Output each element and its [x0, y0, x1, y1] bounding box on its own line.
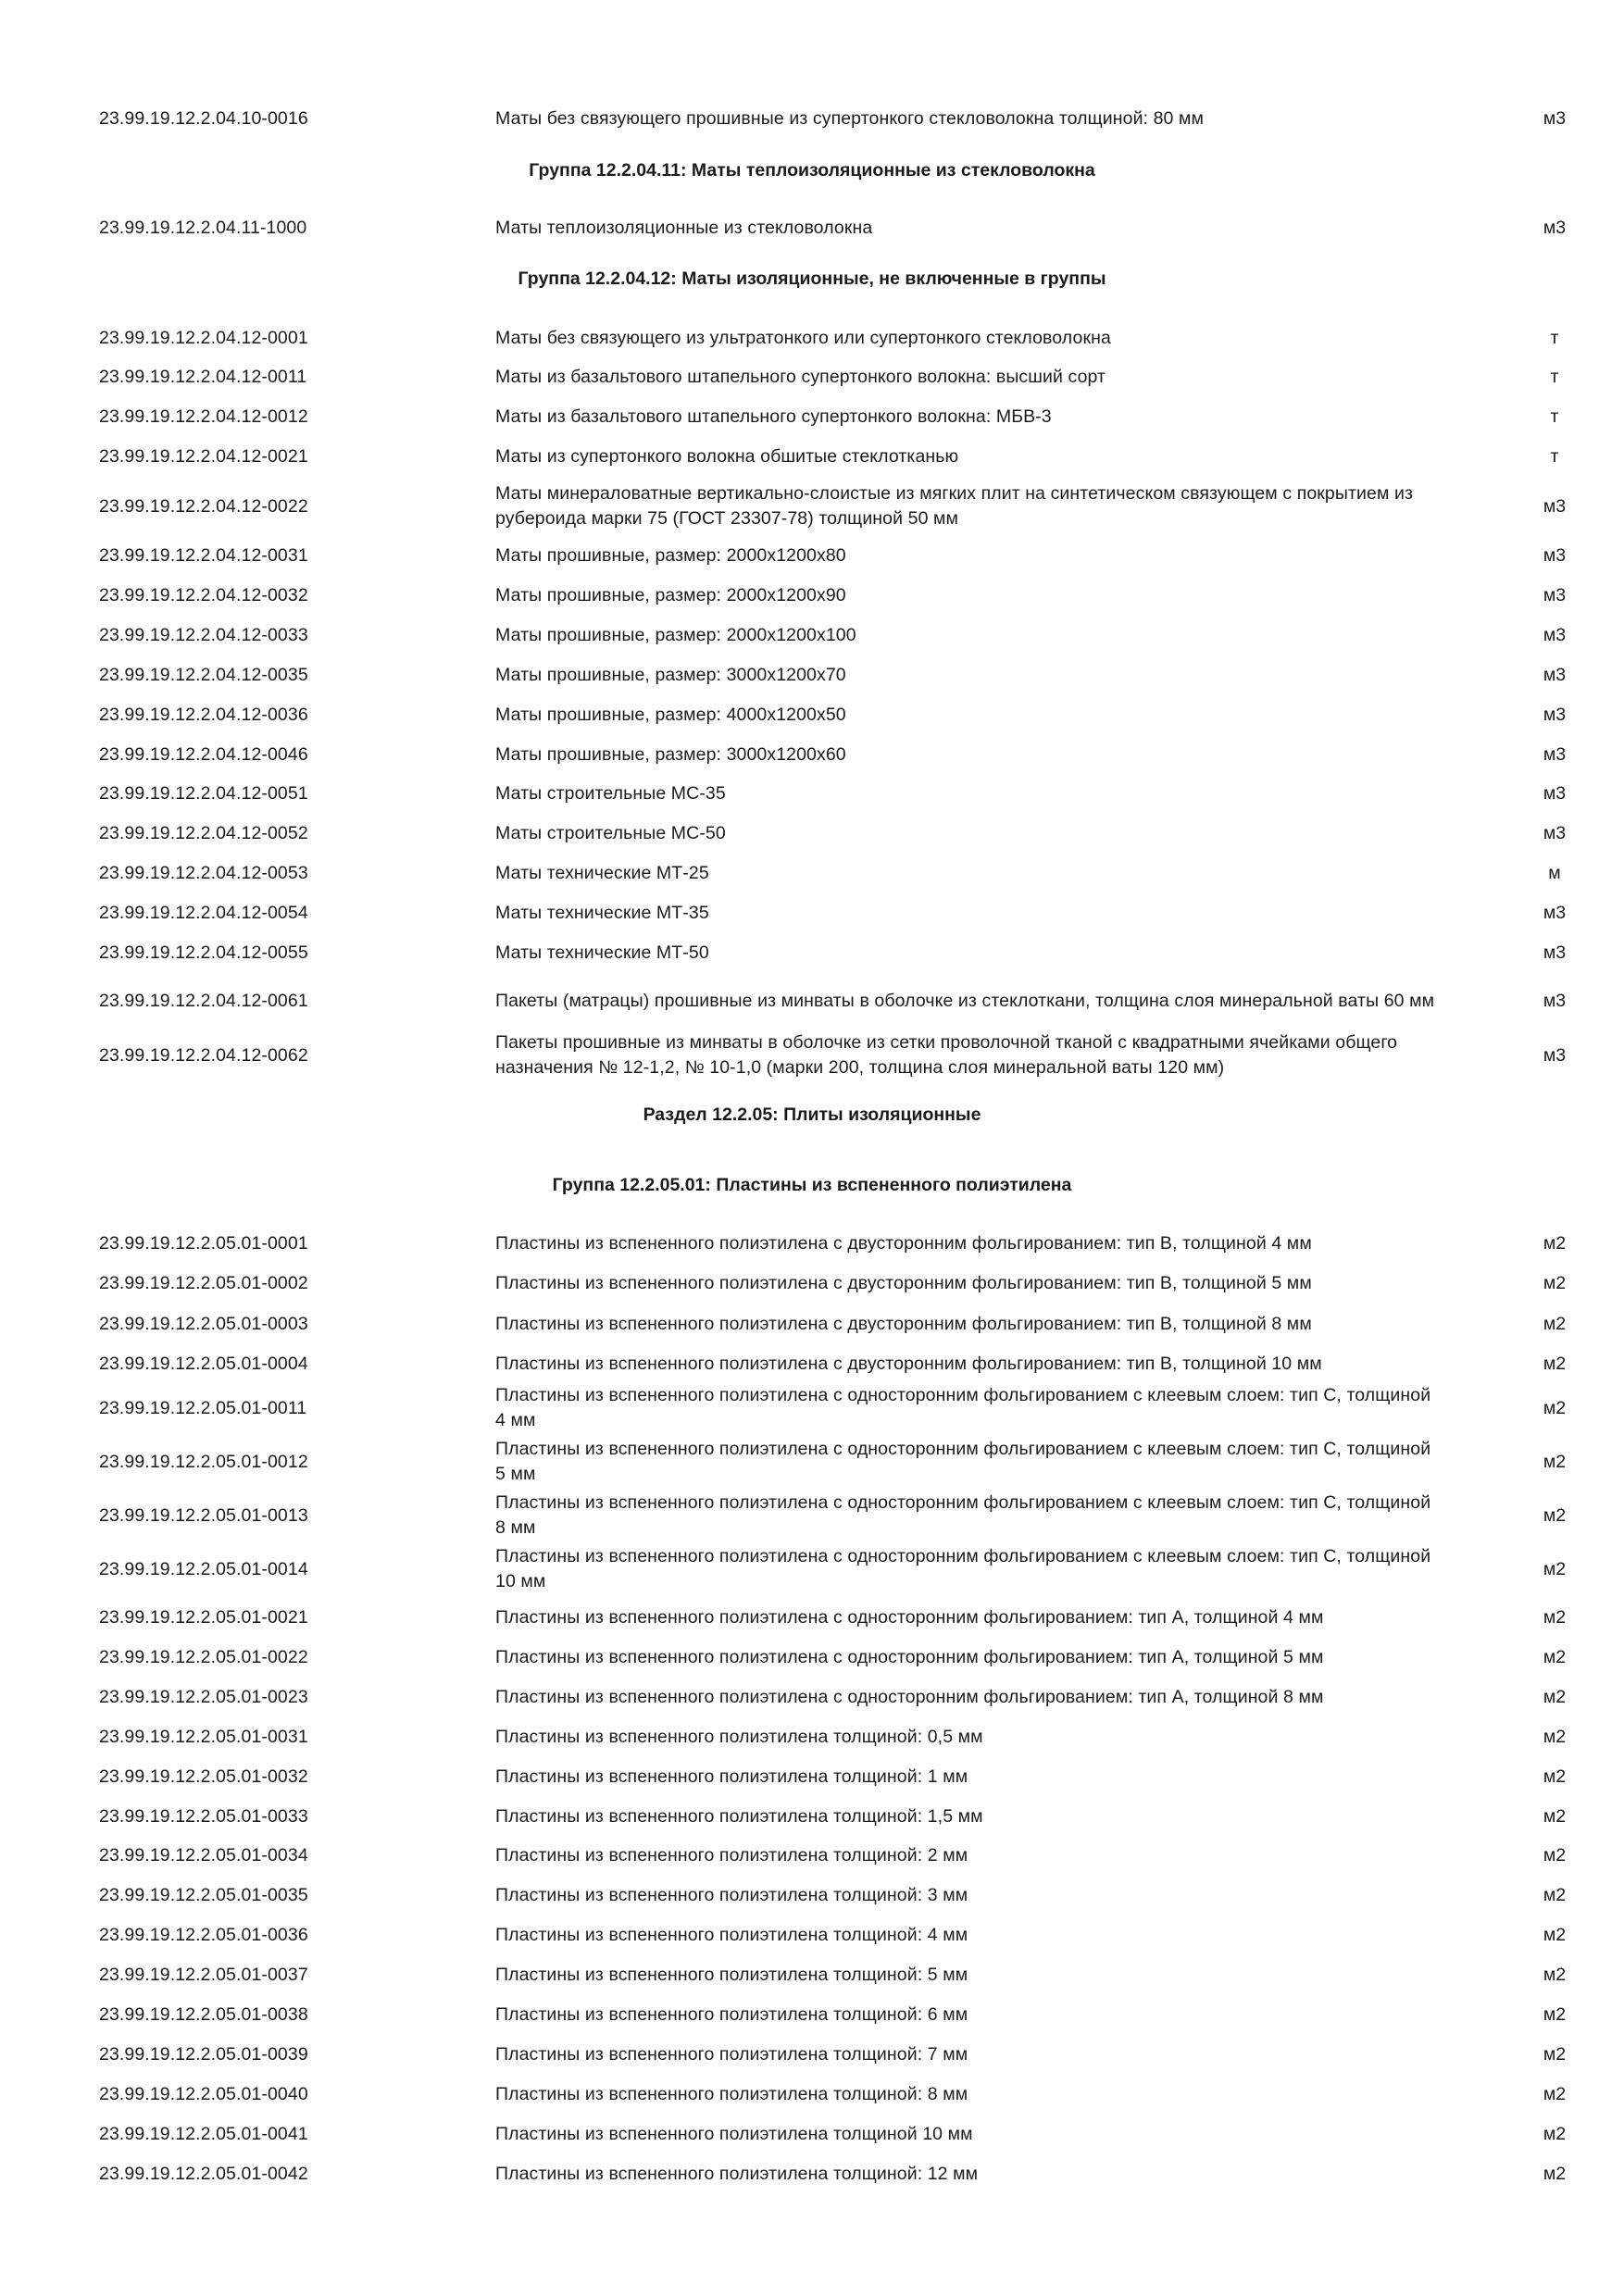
unit-of-measure: т: [1550, 445, 1559, 467]
resource-description: Маты из базальтового штапельного супертонкого волокна: МБВ-3: [495, 406, 1052, 427]
unit-of-measure: м2: [1543, 1232, 1567, 1254]
unit-of-measure: м2: [1543, 1805, 1567, 1827]
unit-of-measure: м3: [1543, 664, 1567, 685]
resource-description: Пластины из вспененного полиэтилена толщиной: 0,5 мм: [495, 1726, 983, 1747]
resource-code: 23.99.19.12.2.05.01-0040: [99, 2083, 308, 2104]
table-row: [0, 93, 1624, 144]
resource-description: Маты технические МТ-35: [495, 902, 709, 923]
unit-of-measure: м3: [1543, 217, 1567, 238]
resource-description: Маты прошивные, размер: 2000х1200х80: [495, 544, 846, 566]
unit-of-measure: м2: [1543, 1844, 1567, 1866]
resource-code: 23.99.19.12.2.04.12-0036: [99, 704, 308, 725]
resource-description: Маты прошивные, размер: 3000х1200х70: [495, 664, 846, 685]
table-row: [0, 202, 1624, 254]
unit-of-measure: м2: [1543, 1964, 1567, 1985]
resource-description: Пластины из вспененного полиэтилена толщиной: 12 мм: [495, 2163, 979, 2184]
unit-of-measure: м2: [1543, 1646, 1567, 1667]
resource-description: Маты прошивные, размер: 4000х1200х50: [495, 704, 846, 725]
resource-code: 23.99.19.12.2.04.12-0061: [99, 990, 308, 1011]
resource-description: Маты без связующего из ультратонкого или супертонкого стекловолокна: [495, 327, 1111, 348]
resource-code: 23.99.19.12.2.04.12-0022: [99, 495, 308, 517]
unit-of-measure: м2: [1543, 2003, 1567, 2025]
resource-code: 23.99.19.12.2.04.12-0033: [99, 624, 308, 645]
resource-description: Маты прошивные, размер: 2000х1200х90: [495, 584, 846, 605]
section-heading-text: Группа 12.2.04.12: Маты изоляционные, не включенные в группы: [518, 268, 1106, 289]
unit-of-measure: м2: [1543, 2043, 1567, 2065]
resource-description: Пластины из вспененного полиэтилена толщиной: 3 мм: [495, 1884, 968, 1905]
resource-description: Пластины из вспененного полиэтилена толщиной: 4 мм: [495, 1924, 968, 1945]
resource-code: 23.99.19.12.2.05.01-0041: [99, 2123, 308, 2144]
resource-code: 23.99.19.12.2.05.01-0011: [99, 1397, 307, 1418]
resource-code: 23.99.19.12.2.05.01-0033: [99, 1805, 308, 1827]
table-row: [0, 1382, 1624, 1434]
resource-code: 23.99.19.12.2.05.01-0036: [99, 1924, 308, 1945]
resource-code: 23.99.19.12.2.04.12-0012: [99, 406, 308, 427]
table-row: [0, 480, 1624, 532]
unit-of-measure: м3: [1543, 544, 1567, 566]
resource-description: Пластины из вспененного полиэтилена с односторонним фольгированием с клеевым слоем: тип С, толщиной 10 мм: [495, 1546, 1431, 1591]
table-row: [0, 1490, 1624, 1541]
resource-code: 23.99.19.12.2.05.01-0003: [99, 1313, 308, 1334]
resource-description: Пластины из вспененного полиэтилена с односторонним фольгированием: тип А, толщиной 4 мм: [495, 1606, 1324, 1628]
table-row: [0, 1029, 1624, 1081]
resource-code: 23.99.19.12.2.04.12-0054: [99, 902, 308, 923]
section-heading: [0, 1104, 1624, 1130]
resource-code: 23.99.19.12.2.05.01-0012: [99, 1451, 308, 1472]
resource-code: 23.99.19.12.2.04.12-0055: [99, 942, 308, 963]
table-row: [0, 2148, 1624, 2200]
unit-of-measure: м2: [1543, 1884, 1567, 1905]
unit-of-measure: м2: [1543, 1272, 1567, 1293]
section-heading: [0, 1175, 1624, 1201]
unit-of-measure: м2: [1543, 2163, 1567, 2184]
resource-code: 23.99.19.12.2.04.12-0035: [99, 664, 308, 685]
resource-description: Маты прошивные, размер: 3000х1200х60: [495, 743, 846, 765]
resource-code: 23.99.19.12.2.04.12-0052: [99, 822, 308, 843]
resource-code: 23.99.19.12.2.05.01-0039: [99, 2043, 308, 2065]
resource-description: Пластины из вспененного полиэтилена с односторонним фольгированием: тип А, толщиной 8 мм: [495, 1686, 1324, 1707]
resource-code: 23.99.19.12.2.05.01-0023: [99, 1686, 308, 1707]
resource-description: Пластины из вспененного полиэтилена с односторонним фольгированием с клеевым слоем: тип С, толщиной 4 мм: [495, 1385, 1431, 1430]
resource-code: 23.99.19.12.2.04.12-0046: [99, 743, 308, 765]
resource-description: Пластины из вспененного полиэтилена с односторонним фольгированием: тип А, толщиной 5 мм: [495, 1646, 1324, 1667]
unit-of-measure: т: [1550, 406, 1559, 427]
resource-code: 23.99.19.12.2.04.10-0016: [99, 107, 308, 129]
unit-of-measure: м3: [1543, 990, 1567, 1011]
unit-of-measure: м3: [1543, 743, 1567, 765]
resource-code: 23.99.19.12.2.04.12-0031: [99, 544, 308, 566]
resource-description: Маты без связующего прошивные из супертонкого стекловолокна толщиной: 80 мм: [495, 107, 1205, 129]
resource-description: Пластины из вспененного полиэтилена с двусторонним фольгированием: тип В, толщиной 4 мм: [495, 1232, 1312, 1254]
resource-description: Маты технические МТ-50: [495, 942, 709, 963]
unit-of-measure: м2: [1543, 1766, 1567, 1787]
unit-of-measure: м3: [1543, 782, 1567, 804]
unit-of-measure: м2: [1543, 1504, 1567, 1526]
unit-of-measure: м3: [1543, 107, 1567, 129]
resource-code: 23.99.19.12.2.04.11-1000: [99, 217, 307, 238]
unit-of-measure: м2: [1543, 2123, 1567, 2144]
unit-of-measure: м3: [1543, 822, 1567, 843]
resource-code: 23.99.19.12.2.05.01-0002: [99, 1272, 308, 1293]
resource-code: 23.99.19.12.2.05.01-0042: [99, 2163, 308, 2184]
resource-description: Маты строительные МС-35: [495, 782, 726, 804]
unit-of-measure: м2: [1543, 1558, 1567, 1579]
unit-of-measure: м2: [1543, 1451, 1567, 1472]
resource-description: Пластины из вспененного полиэтилена с односторонним фольгированием с клеевым слоем: тип С, толщиной 8 мм: [495, 1492, 1431, 1538]
resource-code: 23.99.19.12.2.04.12-0011: [99, 366, 307, 387]
resource-code: 23.99.19.12.2.04.12-0021: [99, 445, 308, 467]
unit-of-measure: м2: [1543, 1606, 1567, 1628]
section-heading: [0, 160, 1624, 186]
resource-description: Пакеты (матрацы) прошивные из минваты в оболочке из стеклоткани, толщина слоя минеральной ваты 60 мм: [495, 990, 1435, 1011]
resource-code: 23.99.19.12.2.05.01-0021: [99, 1606, 308, 1628]
unit-of-measure: м3: [1543, 584, 1567, 605]
unit-of-measure: т: [1550, 366, 1559, 387]
unit-of-measure: м3: [1543, 704, 1567, 725]
unit-of-measure: м3: [1543, 495, 1567, 517]
unit-of-measure: м3: [1543, 1044, 1567, 1066]
section-heading-text: Раздел 12.2.05: Плиты изоляционные: [643, 1104, 981, 1125]
unit-of-measure: м3: [1543, 902, 1567, 923]
table-row: [0, 1436, 1624, 1488]
resource-description: Маты из супертонкого волокна обшитые стеклотканью: [495, 445, 959, 467]
section-heading-text: Группа 12.2.05.01: Пластины из вспененного полиэтилена: [552, 1175, 1072, 1195]
resource-code: 23.99.19.12.2.05.01-0038: [99, 2003, 308, 2025]
resource-code: 23.99.19.12.2.05.01-0014: [99, 1558, 308, 1579]
resource-code: 23.99.19.12.2.04.12-0062: [99, 1044, 308, 1066]
resource-code: 23.99.19.12.2.05.01-0001: [99, 1232, 308, 1254]
resource-description: Пластины из вспененного полиэтилена с двусторонним фольгированием: тип В, толщиной 10 мм: [495, 1353, 1322, 1374]
unit-of-measure: м2: [1543, 2083, 1567, 2104]
table-row: [0, 975, 1624, 1027]
resource-description: Пластины из вспененного полиэтилена толщиной: 7 мм: [495, 2043, 968, 2065]
resource-code: 23.99.19.12.2.05.01-0035: [99, 1884, 308, 1905]
unit-of-measure: м2: [1543, 1686, 1567, 1707]
resource-code: 23.99.19.12.2.05.01-0022: [99, 1646, 308, 1667]
table-row: [0, 430, 1624, 482]
resource-code: 23.99.19.12.2.05.01-0034: [99, 1844, 308, 1866]
unit-of-measure: м3: [1543, 624, 1567, 645]
resource-description: Маты технические МТ-25: [495, 862, 709, 883]
unit-of-measure: м2: [1543, 1924, 1567, 1945]
resource-code: 23.99.19.12.2.04.12-0051: [99, 782, 308, 804]
unit-of-measure: м: [1548, 862, 1561, 883]
unit-of-measure: м2: [1543, 1313, 1567, 1334]
resource-code: 23.99.19.12.2.05.01-0004: [99, 1353, 308, 1374]
resource-description: Пластины из вспененного полиэтилена толщиной: 1 мм: [495, 1766, 968, 1787]
resource-description: Пластины из вспененного полиэтилена толщиной: 2 мм: [495, 1844, 968, 1866]
table-row: [0, 927, 1624, 979]
unit-of-measure: м2: [1543, 1353, 1567, 1374]
resource-code: 23.99.19.12.2.05.01-0031: [99, 1726, 308, 1747]
resource-code: 23.99.19.12.2.04.12-0001: [99, 327, 308, 348]
resource-code: 23.99.19.12.2.04.12-0032: [99, 584, 308, 605]
resource-description: Пластины из вспененного полиэтилена толщиной: 5 мм: [495, 1964, 968, 1985]
resource-description: Маты теплоизоляционные из стекловолокна: [495, 217, 873, 238]
unit-of-measure: т: [1550, 327, 1559, 348]
resource-description: Пластины из вспененного полиэтилена с двусторонним фольгированием: тип В, толщиной 5 мм: [495, 1272, 1312, 1293]
resource-description: Пластины из вспененного полиэтилена с односторонним фольгированием с клеевым слоем: тип С, толщиной 5 мм: [495, 1439, 1431, 1484]
resource-code: 23.99.19.12.2.05.01-0037: [99, 1964, 308, 1985]
resource-description: Маты строительные МС-50: [495, 822, 726, 843]
resource-description: Пластины из вспененного полиэтилена с двусторонним фольгированием: тип В, толщиной 8 мм: [495, 1313, 1312, 1334]
section-heading-text: Группа 12.2.04.11: Маты теплоизоляционные из стекловолокна: [529, 160, 1095, 181]
unit-of-measure: м2: [1543, 1726, 1567, 1747]
unit-of-measure: м3: [1543, 942, 1567, 963]
resource-description: Пакеты прошивные из минваты в оболочке из сетки проволочной тканой с квадратными ячейками общего назначения № 12-1,2, № 10-1,0 (марки 200, толщина слоя минеральной ваты 120 мм): [495, 1032, 1398, 1078]
resource-description: Маты прошивные, размер: 2000х1200х100: [495, 624, 856, 645]
section-heading: [0, 268, 1624, 294]
resource-description: Пластины из вспененного полиэтилена толщиной: 6 мм: [495, 2003, 968, 2025]
resource-description: Пластины из вспененного полиэтилена толщиной: 1,5 мм: [495, 1805, 983, 1827]
table-row: [0, 1543, 1624, 1595]
resource-description: Маты из базальтового штапельного супертонкого волокна: высший сорт: [495, 366, 1106, 387]
resource-code: 23.99.19.12.2.05.01-0013: [99, 1504, 308, 1526]
resource-code: 23.99.19.12.2.04.12-0053: [99, 862, 308, 883]
resource-description: Маты минераловатные вертикально-слоистые из мягких плит на синтетическом связующем с покрытием из рубероида марки 75 (ГОСТ 23307-78) толщиной 50 мм: [495, 483, 1414, 529]
unit-of-measure: м2: [1543, 1397, 1567, 1418]
resource-code: 23.99.19.12.2.05.01-0032: [99, 1766, 308, 1787]
resource-description: Пластины из вспененного полиэтилена толщиной: 8 мм: [495, 2083, 968, 2104]
resource-description: Пластины из вспененного полиэтилена толщиной 10 мм: [495, 2123, 973, 2144]
